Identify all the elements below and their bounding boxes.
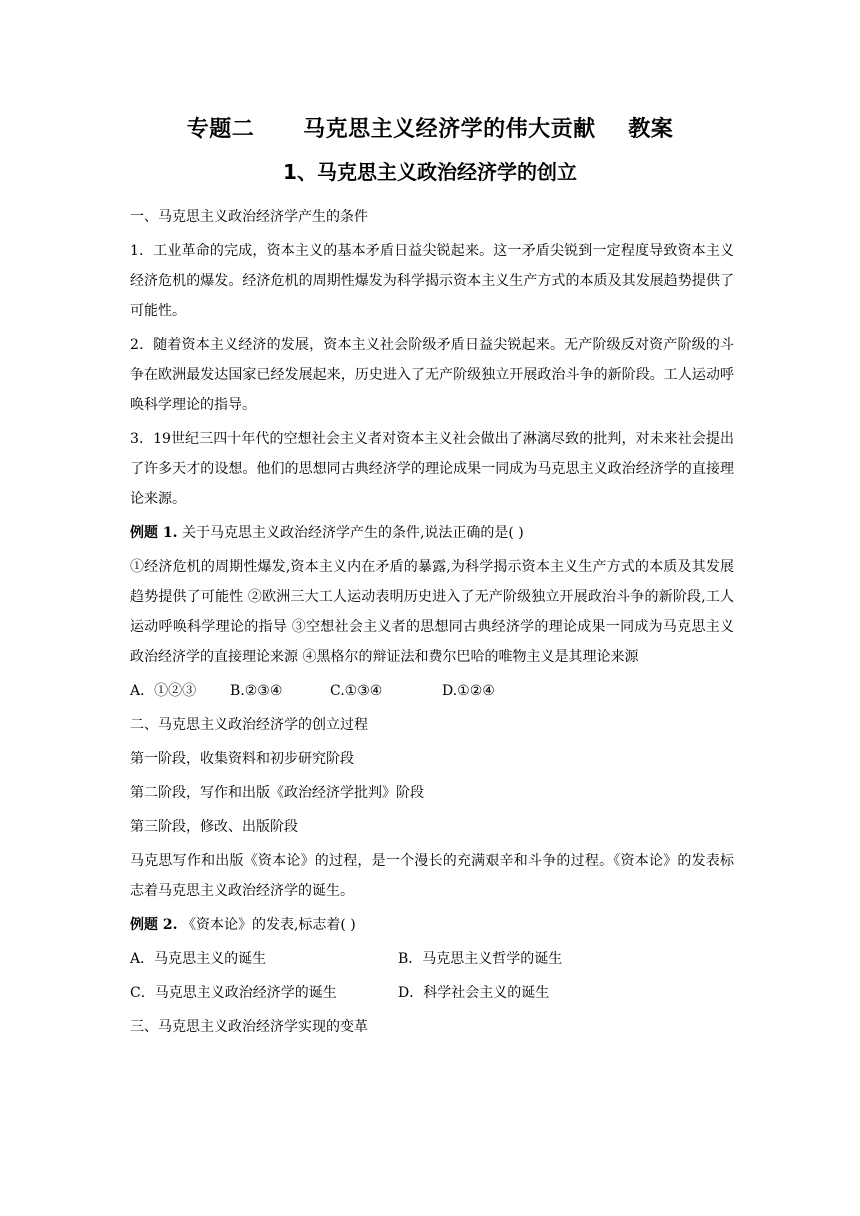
example-1-question-text: 关于马克思主义政治经济学产生的条件,说法正确的是( )	[177, 525, 524, 541]
example-2-question-text: 《资本论》的发表,标志着( )	[177, 917, 356, 933]
paragraph-capital: 马克思写作和出版《资本论》的过程，是一个漫长的充满艰辛和斗争的过程。《资本论》的发表标志着马克思主义政治经济学的诞生。	[130, 853, 734, 899]
paragraph-1: 1．工业革命的完成，资本主义的基本矛盾日益尖锐起来。这一矛盾尖锐到一定程度导致资本主义经济危机的爆发。经济危机的周期性爆发为科学揭示资本主义生产方式的本质及其发展趋势提供了可能性。	[130, 243, 734, 319]
option-b: B.②③④	[230, 683, 283, 699]
option-b: B．马克思主义哲学的诞生	[398, 951, 563, 967]
example-2-options-row-1	[130, 944, 734, 974]
example-2-label: 例题 2.	[130, 917, 178, 933]
paragraph-3: 3．19世纪三四十年代的空想社会主义者对资本主义社会做出了淋漓尽致的批判，对未来社会提出了许多天才的设想。他们的思想同古典经济学的理论成果一同成为马克思主义政治经济学的直接理论来源。	[130, 431, 734, 507]
section-2-heading: 二、马克思主义政治经济学的创立过程	[130, 717, 368, 733]
option-a: A．马克思主义的诞生	[130, 951, 267, 967]
stage-1: 第一阶段，收集资料和初步研究阶段	[130, 751, 354, 767]
example-1-question	[130, 518, 734, 548]
example-1-label: 例题 1.	[130, 525, 178, 541]
stage-3: 第三阶段，修改、出版阶段	[130, 819, 298, 835]
stage-2: 第二阶段，写作和出版《政治经济学批判》阶段	[130, 785, 424, 801]
option-d: D.①②④	[442, 683, 495, 699]
option-c: C.①③④	[330, 683, 383, 699]
section-3-heading: 三、马克思主义政治经济学实现的变革	[130, 1019, 368, 1035]
option-d: D．科学社会主义的诞生	[398, 985, 550, 1001]
section-1-heading: 一、马克思主义政治经济学产生的条件	[130, 209, 368, 225]
option-a: A．①②③	[130, 683, 197, 699]
example-1-options	[130, 676, 734, 706]
page-title: 专题二 马克思主义经济学的伟大贡献 教案	[186, 117, 674, 142]
paragraph-2: 2．随着资本主义经济的发展，资本主义社会阶级矛盾日益尖锐起来。无产阶级反对资产阶级的斗争在欧洲最发达国家已经发展起来，历史进入了无产阶级独立开展政治斗争的新阶段。工人运动呼唤科学理论的指导。	[130, 337, 734, 413]
example-1-statements: ①经济危机的周期性爆发,资本主义内在矛盾的暴露,为科学揭示资本主义生产方式的本质及其发展趋势提供了可能性 ②欧洲三大工人运动表明历史进入了无产阶级独立开展政治斗争的新阶段,工人运动呼唤科学理论的指导 ③空想社会主义者的思想同古典经济学的理论成果一同成为马克思主义政治经济学的直接理论来源 ④黑格尔的辩证法和费尔巴哈的唯物主义是其理论来源	[130, 559, 734, 665]
option-c: C．马克思主义政治经济学的诞生	[130, 985, 337, 1001]
example-2-options-row-2	[130, 978, 734, 1008]
document-body	[130, 202, 734, 1042]
page-subtitle: 1、马克思主义政治经济学的创立	[283, 160, 577, 184]
example-2-question	[130, 910, 734, 940]
